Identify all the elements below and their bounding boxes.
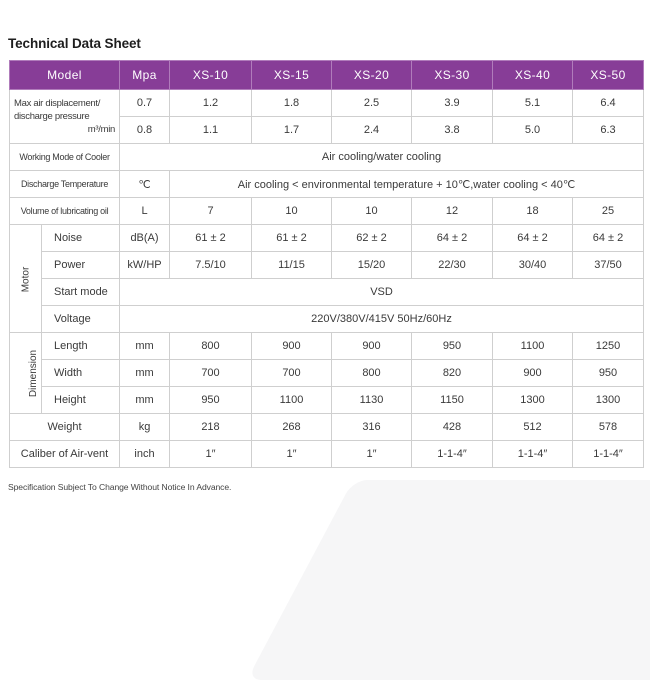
table-cell: 900 [332, 333, 412, 360]
table-cell: 5.1 [493, 90, 573, 117]
table-cell: 1″ [252, 441, 332, 468]
table-cell: 61 ± 2 [252, 225, 332, 252]
displacement-label-line1: Max air displacement/ [14, 98, 101, 109]
table-cell: 2.5 [332, 90, 412, 117]
power-label: Power [42, 252, 120, 279]
discharge-temp-unit: ℃ [120, 171, 170, 198]
table-cell: 900 [493, 360, 573, 387]
table-cell: 1130 [332, 387, 412, 414]
displacement-label-line2: discharge pressure [14, 111, 90, 122]
table-row-weight [10, 414, 644, 441]
dimension-group-text: Dimension [28, 349, 40, 398]
table-cell: 512 [493, 414, 573, 441]
table-cell: 1150 [412, 387, 493, 414]
header-model-xs15: XS-15 [252, 61, 332, 90]
table-cell: 1100 [252, 387, 332, 414]
header-model: Model [10, 61, 120, 90]
weight-unit: kg [120, 414, 170, 441]
table-cell: 6.3 [573, 117, 644, 144]
start-mode-label: Start mode [42, 279, 120, 306]
displacement-label-unit: m³/min [87, 124, 115, 135]
table-cell: 1300 [573, 387, 644, 414]
table-row-start-mode [10, 279, 644, 306]
table-cell: 64 ± 2 [573, 225, 644, 252]
table-cell: 3.9 [412, 90, 493, 117]
table-cell: 700 [170, 360, 252, 387]
noise-label: Noise [42, 225, 120, 252]
discharge-temp-value: Air cooling < environmental temperature + 10℃,water cooling < 40℃ [170, 171, 644, 198]
table-row-cooler [10, 144, 644, 171]
table-row-length [10, 333, 644, 360]
table-cell: 578 [573, 414, 644, 441]
table-cell: 7 [170, 198, 252, 225]
header-model-xs30: XS-30 [412, 61, 493, 90]
spec-table [9, 60, 644, 468]
length-label: Length [42, 333, 120, 360]
cooler-value: Air cooling/water cooling [120, 144, 644, 171]
cooler-label: Working Mode of Cooler [10, 144, 120, 171]
weight-label: Weight [10, 414, 120, 441]
table-cell: 820 [412, 360, 493, 387]
table-cell: 22/30 [412, 252, 493, 279]
table-cell: 316 [332, 414, 412, 441]
header-model-xs40: XS-40 [493, 61, 573, 90]
header-model-xs10: XS-10 [170, 61, 252, 90]
table-cell: 11/15 [252, 252, 332, 279]
table-cell: 1″ [170, 441, 252, 468]
header-row [10, 61, 644, 90]
lube-oil-unit: L [120, 198, 170, 225]
background-shape [247, 480, 650, 680]
table-cell: 5.0 [493, 117, 573, 144]
table-cell: 1-1-4″ [573, 441, 644, 468]
table-cell: 900 [252, 333, 332, 360]
header-model-xs50: XS-50 [573, 61, 644, 90]
displacement-label [10, 90, 120, 144]
table-cell: 6.4 [573, 90, 644, 117]
table-cell: 800 [332, 360, 412, 387]
table-cell: 25 [573, 198, 644, 225]
table-cell: 800 [170, 333, 252, 360]
table-cell: 0.7 [120, 90, 170, 117]
table-cell: 1.1 [170, 117, 252, 144]
table-cell: 62 ± 2 [332, 225, 412, 252]
table-cell: 0.8 [120, 117, 170, 144]
table-cell: 61 ± 2 [170, 225, 252, 252]
table-row-air-vent [10, 441, 644, 468]
table-cell: 1100 [493, 333, 573, 360]
table-row-displacement-07 [10, 90, 644, 117]
table-cell: 1.2 [170, 90, 252, 117]
page-title: Technical Data Sheet [8, 36, 141, 51]
table-cell: 15/20 [332, 252, 412, 279]
table-row-voltage [10, 306, 644, 333]
table-cell: 950 [573, 360, 644, 387]
air-vent-unit: inch [120, 441, 170, 468]
table-cell: 1.8 [252, 90, 332, 117]
voltage-value: 220V/380V/415V 50Hz/60Hz [120, 306, 644, 333]
table-cell: 428 [412, 414, 493, 441]
table-cell: 1300 [493, 387, 573, 414]
table-cell: 700 [252, 360, 332, 387]
noise-unit: dB(A) [120, 225, 170, 252]
table-cell: 218 [170, 414, 252, 441]
width-unit: mm [120, 360, 170, 387]
discharge-temp-label: Discharge Temperature [10, 171, 120, 198]
table-row-discharge-temp [10, 171, 644, 198]
start-mode-value: VSD [120, 279, 644, 306]
table-cell: 1″ [332, 441, 412, 468]
voltage-label: Voltage [42, 306, 120, 333]
table-cell: 1.7 [252, 117, 332, 144]
table-row-power [10, 252, 644, 279]
table-row-lube-oil [10, 198, 644, 225]
motor-group-text: Motor [20, 266, 31, 292]
header-model-xs20: XS-20 [332, 61, 412, 90]
height-label: Height [42, 387, 120, 414]
table-cell: 268 [252, 414, 332, 441]
table-cell: 950 [412, 333, 493, 360]
table-cell: 1-1-4″ [412, 441, 493, 468]
length-unit: mm [120, 333, 170, 360]
table-cell: 10 [252, 198, 332, 225]
table-cell: 950 [170, 387, 252, 414]
table-cell: 1-1-4″ [493, 441, 573, 468]
table-row-noise [10, 225, 644, 252]
width-label: Width [42, 360, 120, 387]
table-cell: 7.5/10 [170, 252, 252, 279]
header-mpa: Mpa [120, 61, 170, 90]
table-cell: 64 ± 2 [412, 225, 493, 252]
table-cell: 2.4 [332, 117, 412, 144]
table-cell: 64 ± 2 [493, 225, 573, 252]
table-cell: 37/50 [573, 252, 644, 279]
power-unit: kW/HP [120, 252, 170, 279]
air-vent-label: Caliber of Air-vent [10, 441, 120, 468]
table-row-height [10, 387, 644, 414]
dimension-group-label [10, 333, 42, 414]
footnote: Specification Subject To Change Without Notice In Advance. [8, 482, 232, 492]
table-cell: 12 [412, 198, 493, 225]
table-cell: 3.8 [412, 117, 493, 144]
table-cell: 10 [332, 198, 412, 225]
height-unit: mm [120, 387, 170, 414]
motor-group-label [10, 225, 42, 333]
table-cell: 30/40 [493, 252, 573, 279]
table-row-width [10, 360, 644, 387]
table-cell: 18 [493, 198, 573, 225]
table-cell: 1250 [573, 333, 644, 360]
lube-oil-label: Volume of lubricating oil [10, 198, 120, 225]
